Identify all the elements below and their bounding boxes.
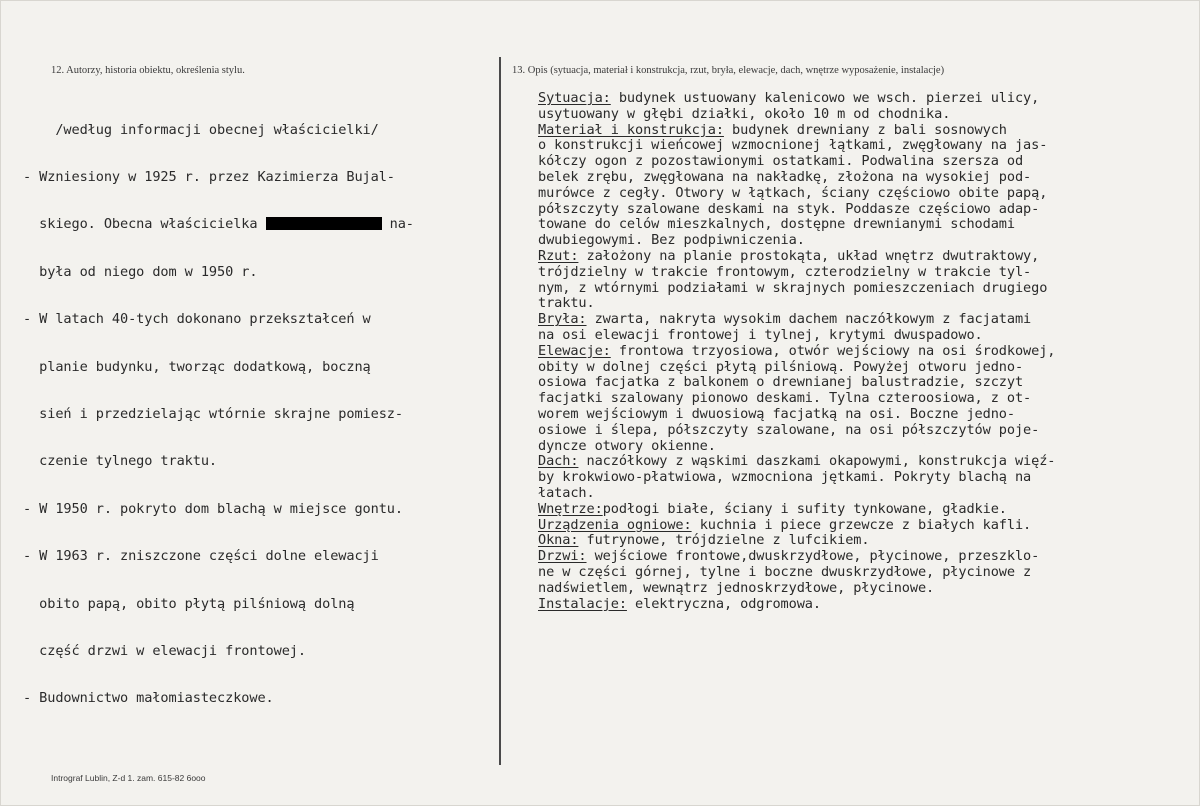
line-text: belek zrębu, zwęgłowana na nakładkę, złożona na wysokiej pod- xyxy=(538,168,1032,185)
redaction-bar xyxy=(266,217,382,230)
line-text: dwubiegowymi. Bez podpiwniczenia. xyxy=(538,232,805,249)
text-line xyxy=(538,549,1055,565)
text-line: planie budynku, tworząc dodatkową, boczną xyxy=(23,358,371,375)
text-line xyxy=(538,391,1055,407)
section-label: Instalacje: xyxy=(538,595,627,612)
line-text: worem wejściowym i dwuosiową facjatką na osi. Boczne jedno- xyxy=(538,405,1015,422)
line-text: nym, z wtórnymi podziałami w skrajnych pomieszczeniach drugiego xyxy=(538,279,1048,296)
text-line xyxy=(538,138,1055,154)
text-line xyxy=(538,107,1055,123)
text-line xyxy=(538,360,1055,376)
text-line xyxy=(538,154,1055,170)
text-line: obito papą, obito płytą pilśniową dolną xyxy=(23,595,355,612)
text-line xyxy=(538,91,1055,107)
text-line xyxy=(538,533,1055,549)
text-line: była od niego dom w 1950 r. xyxy=(23,263,258,280)
text-line xyxy=(538,375,1055,391)
line-text: traktu. xyxy=(538,295,595,312)
line-text: elektryczna, odgromowa. xyxy=(626,595,821,612)
column-divider xyxy=(499,57,501,765)
section-label: Elewacje: xyxy=(538,342,611,359)
section-label: Materiał i konstrukcja: xyxy=(538,121,724,138)
section-label: Drzwi: xyxy=(538,548,587,565)
text-line xyxy=(538,518,1055,534)
text-line xyxy=(538,328,1055,344)
line-text: na osi elewacji frontowej i tylnej, krytymi dwuspadowo. xyxy=(538,326,983,343)
line-text: dyncze otwory okienne. xyxy=(538,437,716,454)
section-label: Sytuacja: xyxy=(538,90,611,106)
text-line xyxy=(538,565,1055,581)
text-line xyxy=(538,296,1055,312)
text-line: sień i przedzielając wtórnie skrajne pomiesz- xyxy=(23,405,403,422)
text-line xyxy=(538,202,1055,218)
text-line xyxy=(538,407,1055,423)
text-line xyxy=(538,170,1055,186)
line-text: o konstrukcji wieńcowej wzmocnionej łątkami, zwęgłowany na jas- xyxy=(538,137,1048,154)
line-text: wejściowe frontowe,dwuskrzydłowe, płycinowe, przeszklo- xyxy=(586,548,1040,565)
text-fragment: skiego. Obecna właścicielka xyxy=(23,216,258,233)
line-text: towane do celów mieszkalnych, dostępne drewnianymi schodami xyxy=(538,216,1015,233)
line-text: podłogi białe, ściany i sufity tynkowane, gładkie. xyxy=(602,500,1007,517)
text-line xyxy=(538,486,1055,502)
text-line xyxy=(538,344,1055,360)
text-line xyxy=(538,423,1055,439)
text-line: - W latach 40-tych dokonano przekształceń w xyxy=(23,311,371,328)
line-text: naczółkowy z wąskimi daszkami okapowymi, konstrukcja więź- xyxy=(578,453,1056,470)
section-12-header: 12. Autorzy, historia obiektu, określenia stylu. xyxy=(51,65,245,76)
line-text: kuchnia i piece grzewcze z białych kafli. xyxy=(691,516,1032,533)
description-text xyxy=(538,91,1055,612)
text-line xyxy=(538,597,1055,613)
text-line xyxy=(538,454,1055,470)
line-text: łatach. xyxy=(538,484,595,501)
text-line xyxy=(23,217,414,233)
line-text: półszczyty szalowane deskami na styk. Poddasze częściowo adap- xyxy=(538,200,1040,217)
text-line xyxy=(538,186,1055,202)
section-label: Bryła: xyxy=(538,311,587,328)
text-line xyxy=(538,581,1055,597)
text-line xyxy=(538,217,1055,233)
text-fragment: na- xyxy=(381,216,414,233)
line-text: ne w części górnej, tylne i boczne dwuskrzydłowe, płycinowe z xyxy=(538,563,1032,580)
text-line: - W 1950 r. pokryto dom blachą w miejsce gontu. xyxy=(23,500,403,517)
line-text: usytuowany w głębi działki, około 10 m od chodnika. xyxy=(538,105,951,122)
section-label: Rzut: xyxy=(538,247,579,264)
line-text: osiowe i ślepa, półszczyty szalowane, na osi półszczytów poje- xyxy=(538,421,1040,438)
section-label: Okna: xyxy=(538,532,579,549)
printer-imprint: Intrograf Lublin, Z-d 1. zam. 615-82 6ooo xyxy=(51,773,206,783)
line-text: murówce z cegły. Otwory w łątkach, ściany częściowo obite papą, xyxy=(538,184,1048,201)
text-line xyxy=(538,439,1055,455)
text-line xyxy=(538,470,1055,486)
line-text: kółczy ogon z pozostawionymi ostatkami. Podwalina szersza od xyxy=(538,153,1024,170)
line-text: futrynowe, trójdzielne z lufcikiem. xyxy=(578,532,870,549)
line-text: nadświetlem, wewnątrz jednoskrzydłowe, płycinowe. xyxy=(538,579,935,596)
line-text: osiowa facjatka z balkonem o drewnianej balustradzie, szczyt xyxy=(538,374,1024,391)
text-line xyxy=(538,312,1055,328)
text-line xyxy=(538,265,1055,281)
history-text xyxy=(23,91,414,739)
line-text: zwarta, nakryta wysokim dachem naczółkowym z facjatami xyxy=(586,311,1032,328)
line-text: facjatki szalowany pionowo deskami. Tylna czteroosiowa, z ot- xyxy=(538,390,1032,407)
line-text: frontowa trzyosiowa, otwór wejściowy na osi środkowej, xyxy=(610,342,1056,359)
section-label: Wnętrze: xyxy=(538,500,603,517)
line-text: założony na planie prostokąta, układ wnętrz dwutraktowy, xyxy=(578,247,1040,264)
text-line xyxy=(538,123,1055,139)
text-line xyxy=(538,502,1055,518)
text-line xyxy=(538,281,1055,297)
text-line: - Wzniesiony w 1925 r. przez Kazimierza Bujal- xyxy=(23,168,395,185)
section-label: Dach: xyxy=(538,453,579,470)
text-line: /według informacji obecnej właścicielki/ xyxy=(23,121,379,138)
text-line: - W 1963 r. zniszczone części dolne elewacji xyxy=(23,548,379,565)
line-text: obity w dolnej części płytą pilśniową. Powyżej otworu jedno- xyxy=(538,358,1024,375)
text-line xyxy=(538,233,1055,249)
line-text: by krokwiowo-płatwiowa, wzmocniona jętkami. Pokryty blachą na xyxy=(538,469,1032,486)
text-line xyxy=(538,249,1055,265)
text-line: część drzwi w elewacji frontowej. xyxy=(23,642,306,659)
text-line: - Budownictwo małomiasteczkowe. xyxy=(23,690,274,707)
line-text: trójdzielny w trakcie frontowym, czterodzielny w trakcie tyl- xyxy=(538,263,1032,280)
line-text: budynek drewniany z bali sosnowych xyxy=(723,121,1007,138)
section-label: Urządzenia ogniowe: xyxy=(538,516,692,533)
text-line: czenie tylnego traktu. xyxy=(23,453,218,470)
section-13-header: 13. Opis (sytuacja, materiał i konstrukcja, rzut, bryła, elewacje, dach, wnętrze wyposażenie, instalacje) xyxy=(512,65,945,76)
line-text: budynek ustuowany kalenicowo we wsch. pierzei ulicy, xyxy=(610,90,1040,106)
